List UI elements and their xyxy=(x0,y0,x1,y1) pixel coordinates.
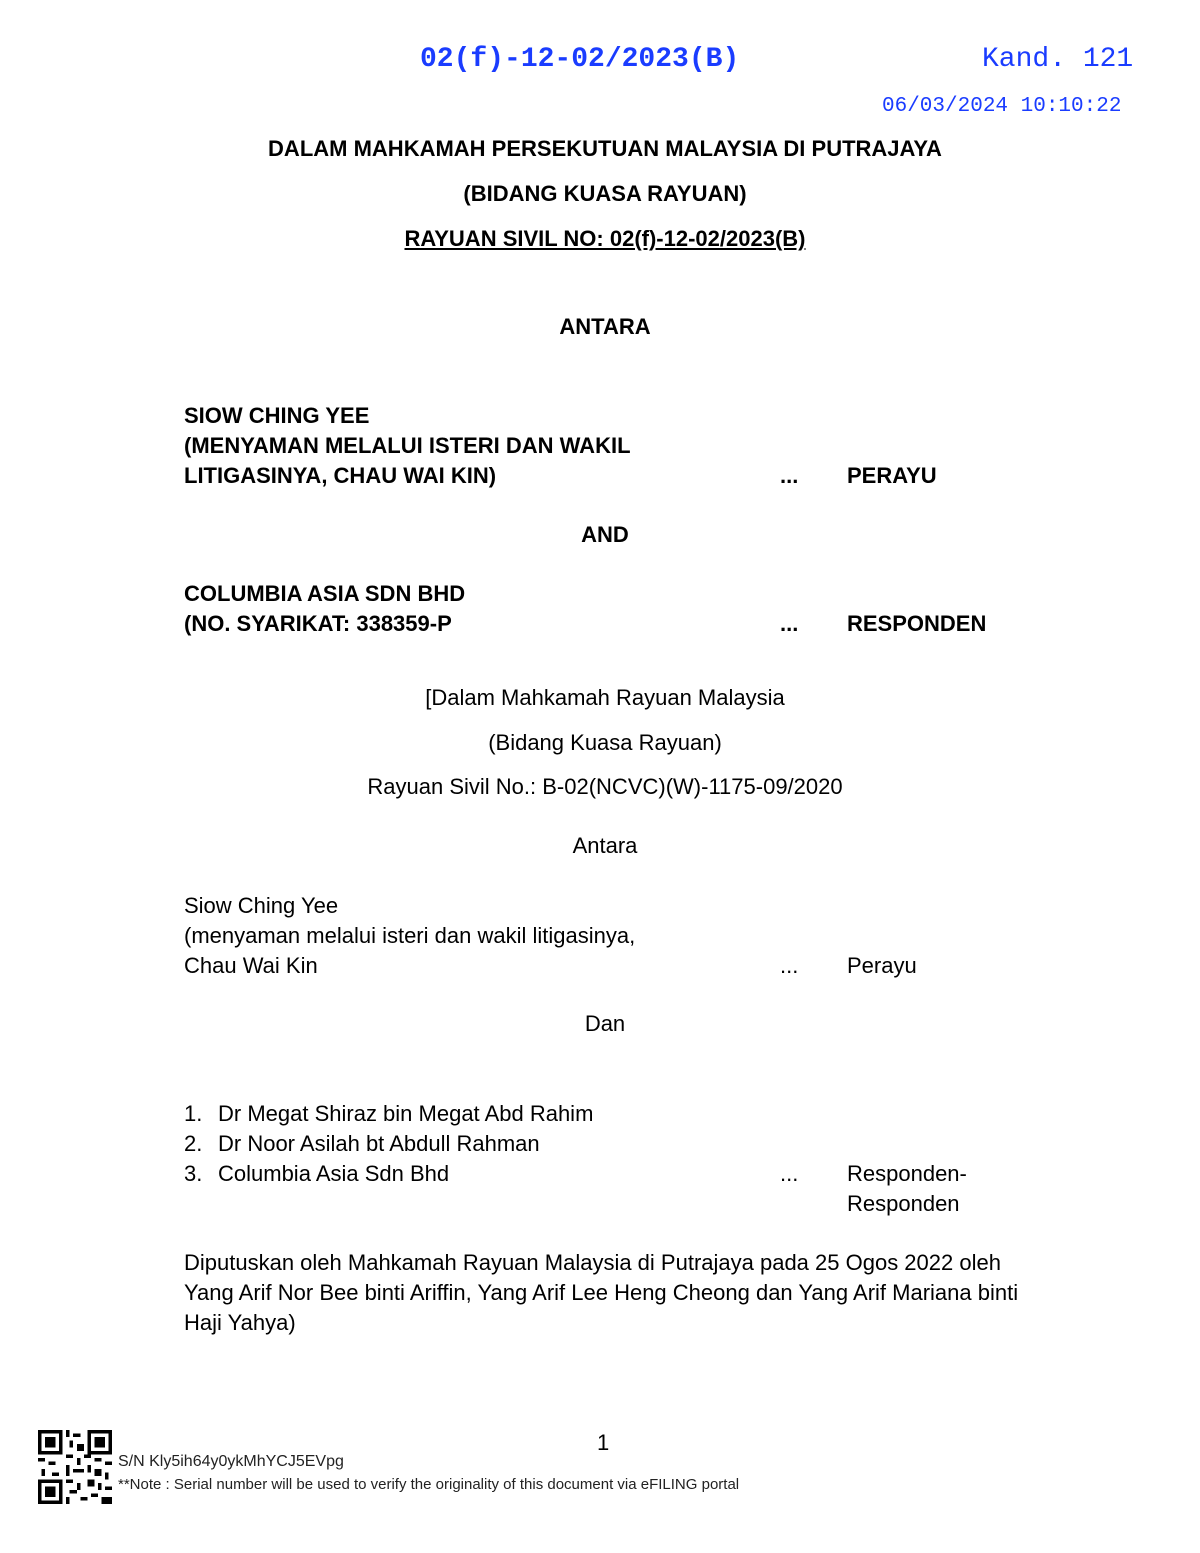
lower-and-heading: Dan xyxy=(584,1011,626,1036)
decision-paragraph: Diputuskan oleh Mahkamah Rayuan Malaysia di Putrajaya pada 25 Ogos 2022 oleh Yang Arif Nor Bee binti Ariffin, Yang Arif Lee Heng Cheong dan Yang Arif Mariana binti Haji Yahya) xyxy=(184,1250,1019,1335)
lower-appellant-detail-1: (menyaman melalui isteri dan wakil litigasinya, xyxy=(184,923,636,948)
lower-appellant-name: Siow Ching Yee xyxy=(184,893,339,918)
lower-appellant-dots: ... xyxy=(780,953,799,978)
appellant-name: SIOW CHING YEE xyxy=(184,403,370,428)
serial-number: S/N Kly5ih64y0ykMhYCJ5EVpg xyxy=(118,1453,344,1470)
lower-respondent-num-2: 2. xyxy=(184,1131,203,1156)
lower-respondent-dots: ... xyxy=(780,1161,799,1186)
lower-court-appeal-number: Rayuan Sivil No.: B-02(NCVC)(W)-1175-09/2020 xyxy=(367,774,843,799)
lower-court-jurisdiction: (Bidang Kuasa Rayuan) xyxy=(488,730,722,755)
respondent-company-no: (NO. SYARIKAT: 338359-P xyxy=(184,611,452,636)
court-title: DALAM MAHKAMAH PERSEKUTUAN MALAYSIA DI PUTRAJAYA xyxy=(268,136,942,161)
appellant-dots: ... xyxy=(780,463,799,488)
appellant-detail-2: LITIGASINYA, CHAU WAI KIN) xyxy=(184,463,497,488)
filing-timestamp: 06/03/2024 10:10:22 xyxy=(882,95,1122,118)
case-number: 02(f)-12-02/2023(B) xyxy=(420,44,740,75)
lower-respondent-num-1: 1. xyxy=(184,1101,203,1126)
between-heading: ANTARA xyxy=(559,314,651,339)
and-heading: AND xyxy=(581,522,629,547)
lower-respondent-num-3: 3. xyxy=(184,1161,203,1186)
lower-respondent-name-3: Columbia Asia Sdn Bhd xyxy=(218,1161,450,1186)
lower-between-heading: Antara xyxy=(572,833,638,858)
lower-respondent-role-2: Responden xyxy=(847,1191,960,1216)
lower-respondent-name-1: Dr Megat Shiraz bin Megat Abd Rahim xyxy=(218,1101,594,1126)
qr-code-icon xyxy=(38,1430,112,1504)
lower-court-title: [Dalam Mahkamah Rayuan Malaysia xyxy=(425,685,785,710)
page-number: 1 xyxy=(597,1430,610,1455)
appellant-role: PERAYU xyxy=(847,463,937,488)
respondent-role: RESPONDEN xyxy=(847,611,987,636)
lower-appellant-detail-2: Chau Wai Kin xyxy=(184,953,318,978)
appellant-detail-1: (MENYAMAN MELALUI ISTERI DAN WAKIL xyxy=(184,433,631,458)
respondent-name: COLUMBIA ASIA SDN BHD xyxy=(184,581,466,606)
serial-note: **Note : Serial number will be used to verify the originality of this document via eFILING portal xyxy=(118,1476,740,1493)
kand-number: Kand. 121 xyxy=(982,44,1134,75)
lower-respondent-role-1: Responden- xyxy=(847,1161,967,1186)
lower-appellant-role: Perayu xyxy=(847,953,917,978)
respondent-dots: ... xyxy=(780,611,799,636)
appeal-number-title: RAYUAN SIVIL NO: 02(f)-12-02/2023(B) xyxy=(404,226,806,251)
lower-respondent-name-2: Dr Noor Asilah bt Abdull Rahman xyxy=(218,1131,540,1156)
jurisdiction-title: (BIDANG KUASA RAYUAN) xyxy=(463,181,747,206)
